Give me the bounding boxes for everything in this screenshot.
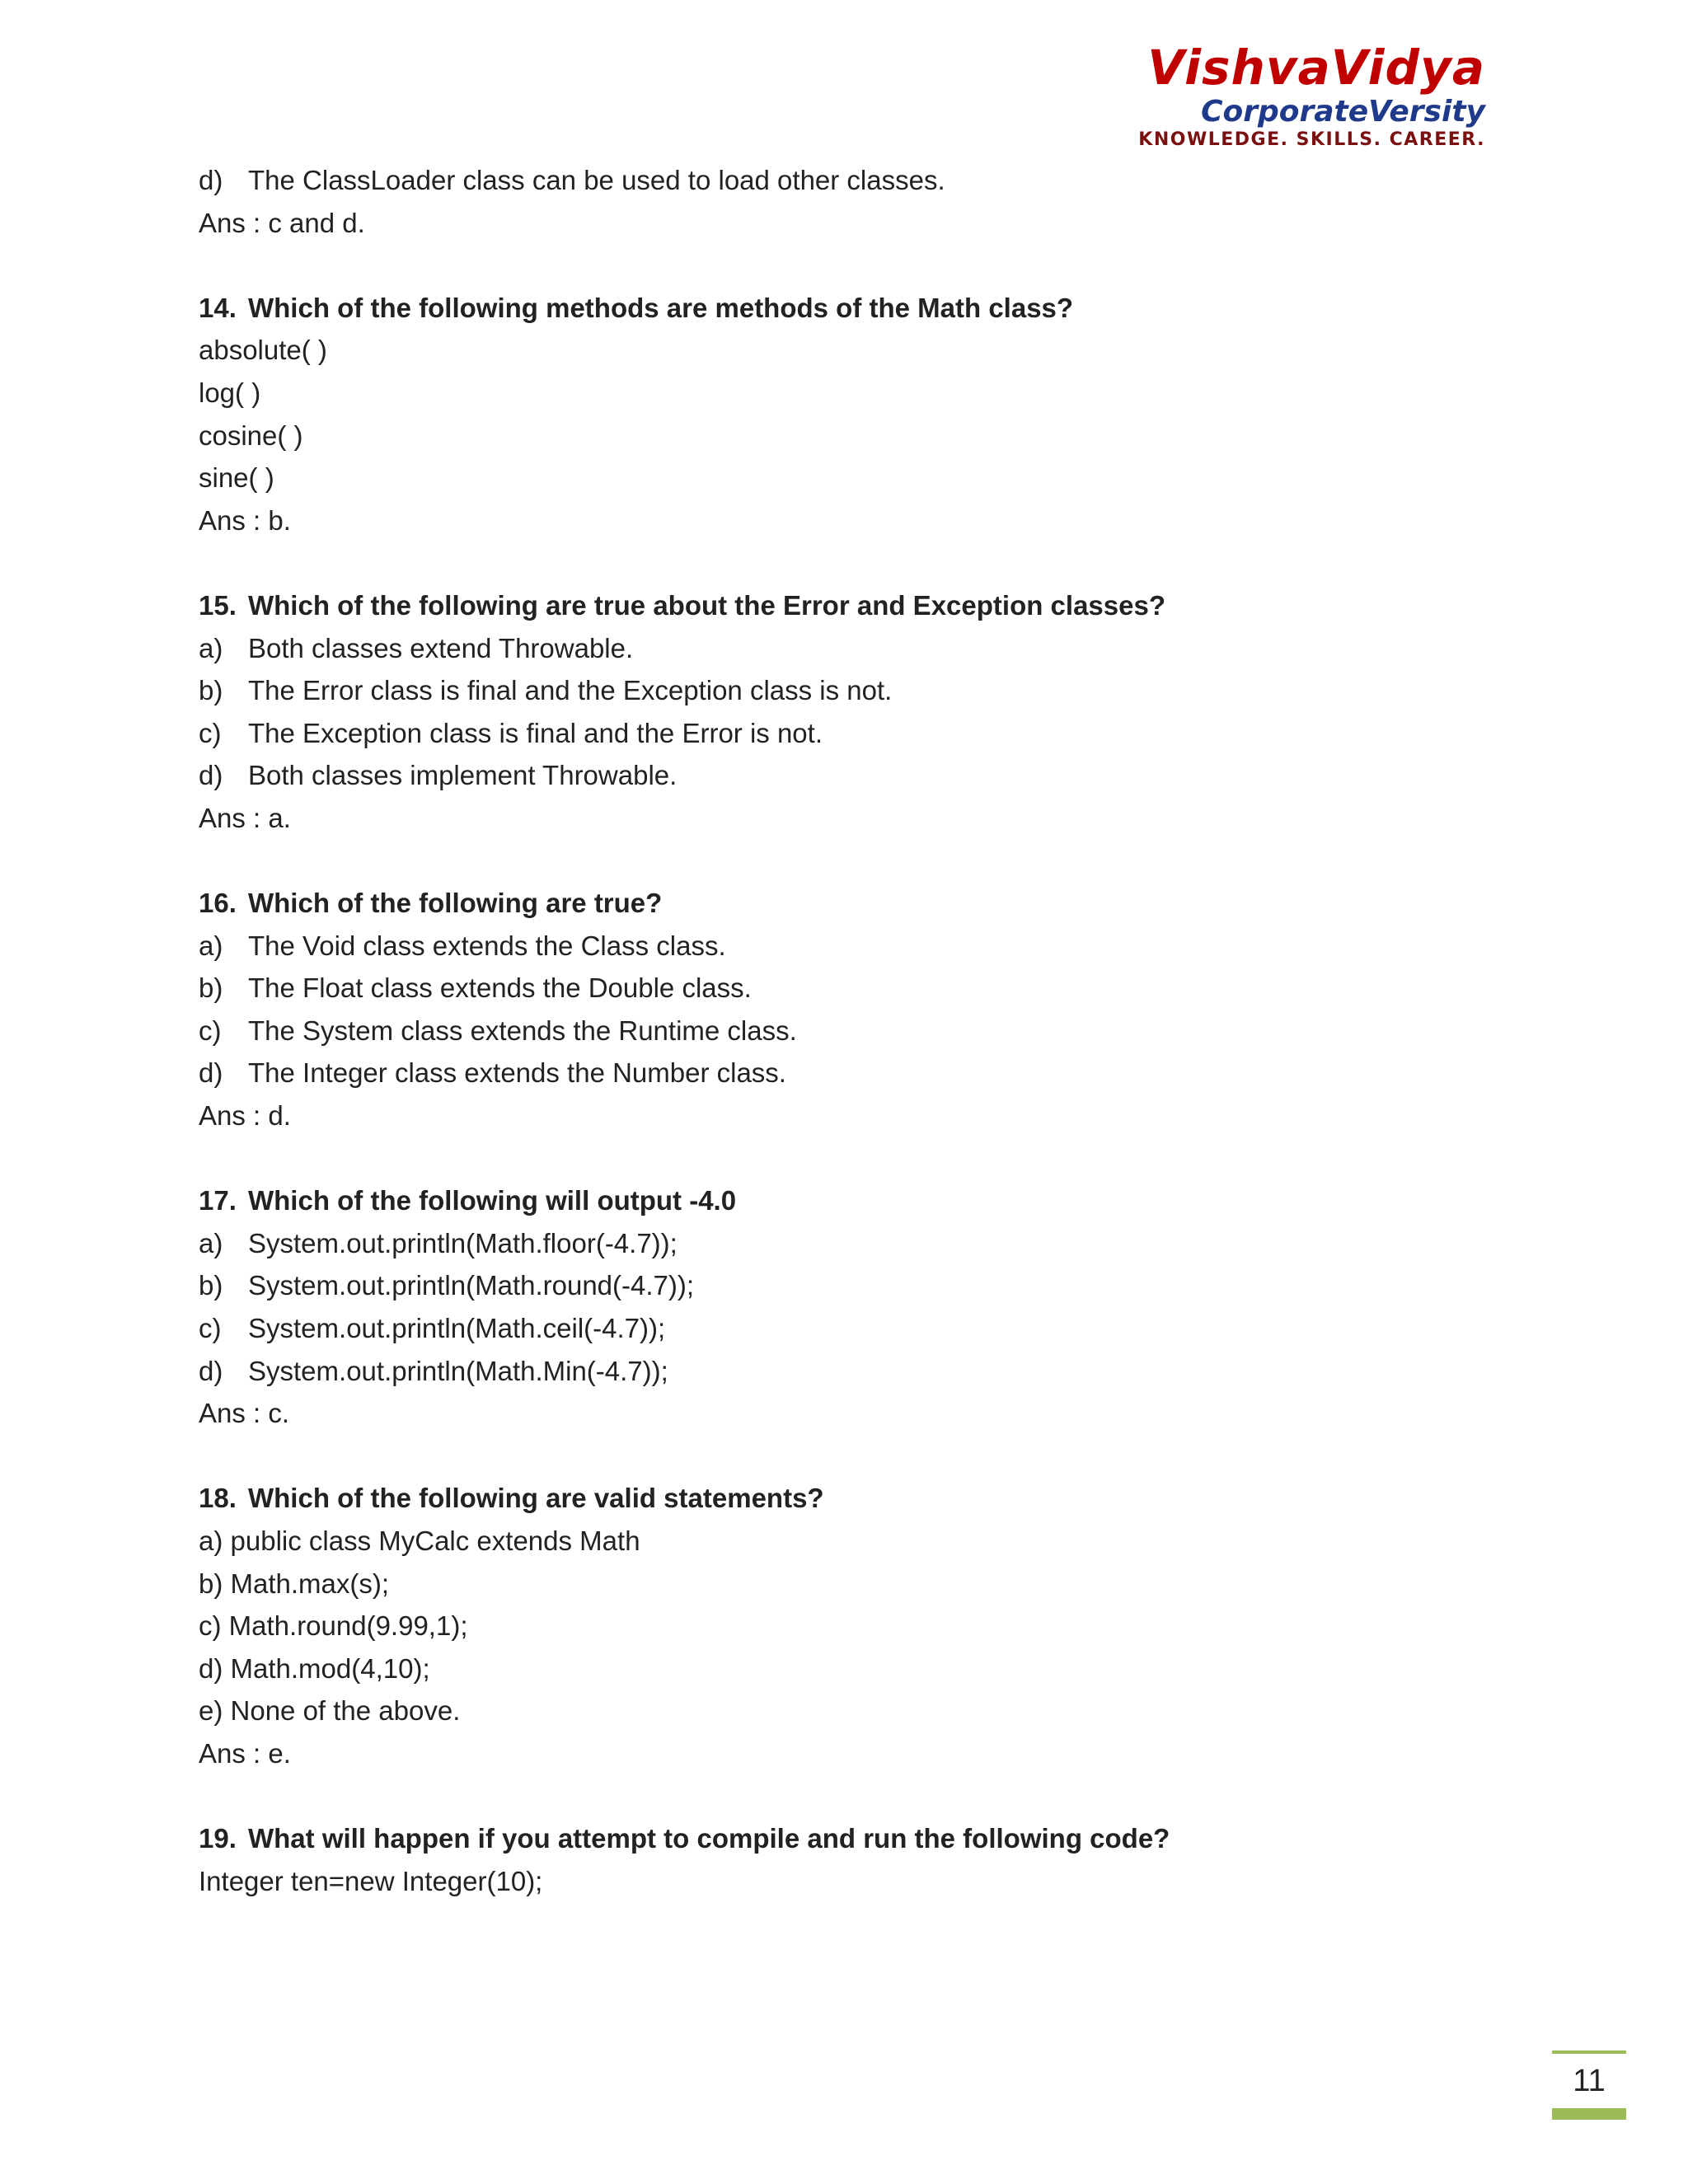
question-number: 16. [199,888,237,919]
question-text: Which of the following are true? [248,888,663,919]
choice-line: d) Math.mod(4,10); [199,1652,430,1684]
option-line [199,1264,1484,1307]
question-14 [199,287,1484,330]
page-number: 11 [1573,2064,1606,2098]
option-text: The Void class extends the Class class. [248,930,726,961]
option-line [199,754,1484,797]
option-line [199,1222,1484,1265]
option-label: a) [199,1227,223,1258]
logo-tagline: KNOWLEDGE. SKILLS. CAREER. [1138,129,1485,150]
option-label: b) [199,675,223,706]
choice-line: sine( ) [199,462,274,494]
question-text: Which of the following are valid statements? [248,1483,824,1514]
answer-line: Ans : a. [199,802,291,833]
option-label: d) [199,760,223,791]
question-number: 18. [199,1483,237,1514]
choice-line: log( ) [199,377,261,408]
answer-line: Ans : c. [199,1398,290,1429]
option-label: b) [199,1270,223,1301]
option-text: The Exception class is final and the Error is not. [248,717,823,748]
question-19 [199,1817,1484,1860]
vishvavidya-logo [1090,41,1485,152]
logo-subtitle: CorporateVersity [1201,95,1485,129]
question-text: Which of the following methods are methods of the Math class? [248,292,1074,323]
option-text: System.out.println(Math.Min(-4.7)); [248,1355,668,1386]
choice-line: a) public class MyCalc extends Math [199,1526,640,1556]
choice-line: cosine( ) [199,419,303,451]
question-text: What will happen if you attempt to compile and run the following code? [248,1823,1170,1854]
option-text: The ClassLoader class can be used to load other classes. [248,165,945,195]
option-label: c) [199,717,222,748]
option-text: The Float class extends the Double class. [248,972,752,1004]
question-15 [199,584,1484,627]
option-line [199,1307,1484,1350]
option-text: The System class extends the Runtime class. [248,1015,797,1046]
option-line [199,1350,1484,1393]
choice-line: absolute( ) [199,335,327,366]
option-label: d) [199,1057,223,1089]
page-number-bottom-bar [1552,2108,1626,2120]
document-body [199,159,1484,1902]
option-line [199,669,1484,712]
answer-line: Ans : e. [199,1737,291,1769]
option-label: a) [199,930,223,961]
option-text: System.out.println(Math.ceil(-4.7)); [248,1313,666,1344]
option-label: a) [199,632,223,663]
question-text: Which of the following are true about the Error and Exception classes? [248,589,1165,621]
option-text: System.out.println(Math.floor(-4.7)); [248,1227,678,1258]
option-line [199,967,1484,1010]
option-line [199,1052,1484,1094]
option-label: d) [199,1355,223,1386]
page-number-box [1552,2050,1626,2120]
logo-title: VishvaVidya [1147,40,1485,96]
answer-line: Ans : b. [199,504,291,536]
option-label: d) [199,165,223,195]
option-line [199,925,1484,968]
option-text: Both classes extend Throwable. [248,632,634,663]
question-number: 14. [199,292,237,323]
answer-line: Ans : d. [199,1100,291,1132]
option-label: c) [199,1313,222,1344]
option-line [199,712,1484,755]
code-line: Integer ten=new Integer(10); [199,1865,543,1896]
question-18 [199,1477,1484,1520]
option-line [199,159,1484,202]
choice-line: e) None of the above. [199,1695,461,1727]
question-17 [199,1179,1484,1222]
question-number: 19. [199,1823,237,1854]
option-text: Both classes implement Throwable. [248,760,678,791]
option-line [199,1010,1484,1052]
question-number: 15. [199,589,237,621]
question-16 [199,882,1484,925]
choice-line: c) Math.round(9.99,1); [199,1610,468,1642]
option-text: The Error class is final and the Exception class is not. [248,675,893,706]
answer-line: Ans : c and d. [199,207,365,238]
question-text: Which of the following will output -4.0 [248,1185,737,1216]
option-text: The Integer class extends the Number class. [248,1057,786,1089]
option-line [199,627,1484,670]
question-number: 17. [199,1185,237,1216]
choice-line: b) Math.max(s); [199,1568,390,1599]
option-label: c) [199,1015,222,1046]
option-label: b) [199,972,223,1004]
option-text: System.out.println(Math.round(-4.7)); [248,1270,695,1301]
